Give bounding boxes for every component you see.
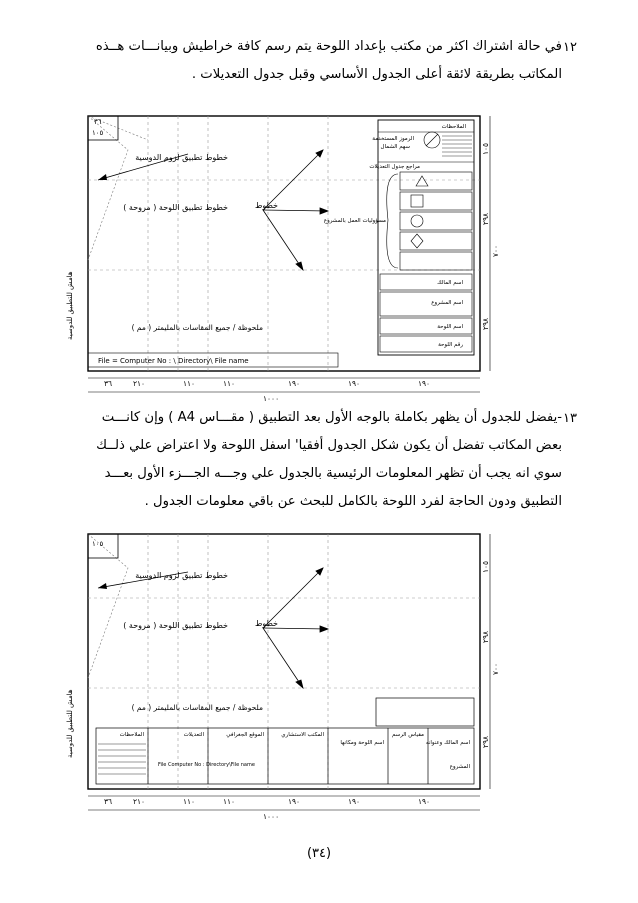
para13-line1: -يفضل للجدول أن يظهر بكاملة بالوجه الأول بعد التطبيق ( مقـــاس A4 ) وإن كانـــت bbox=[101, 410, 562, 425]
fig1-table-number: رقم اللوحة bbox=[438, 342, 463, 348]
fig1-bottom-dim-2: ٢١٠ bbox=[133, 379, 146, 388]
fig1-bottom-dim-3: ١١٠ bbox=[183, 379, 196, 388]
fig2-right-dim-total: ٧٠٠ bbox=[491, 662, 500, 675]
fig2-fan-label: خطوط تطبيق اللوحة ( مروحة ) bbox=[123, 621, 228, 630]
fig2-cell-consultant: المكتب الاستشاري bbox=[281, 732, 324, 738]
para13-line3: سوي انه يجب أن تظهر المعلومات الرئيسية بالجدول علي وجـــه الجـــزء الأول بعـــد bbox=[104, 466, 562, 481]
fig1-dim-note: ملحوظة / جميع المقاسات بالمليمتر ( مم ) bbox=[131, 323, 263, 332]
fig1-table-owner: اسم المالك bbox=[437, 280, 463, 286]
fig2-dim-note: ملحوظة / جميع المقاسات بالمليمتر ( مم ) bbox=[131, 703, 263, 712]
fig1-margin-label: هامش للتطبيق للدوسية bbox=[66, 271, 74, 340]
fig1-bottom-dim-7: ١٩٠ bbox=[418, 379, 431, 388]
fig2-margin-label: هامش للتطبيق للدوسية bbox=[66, 689, 74, 758]
para12-line2: المكاتب بطريقة لائقة أعلى الجدول الأساسي وقبل جدول التعديلات . bbox=[191, 67, 562, 82]
fig2-right-dim-bottom: ٢٩٨ bbox=[481, 735, 490, 748]
para13-number: ١٣ bbox=[563, 411, 577, 426]
fig2-right-dim-mid: ٢٩٨ bbox=[481, 630, 490, 643]
fig2-file-label: File Computer No : Directory\File name bbox=[158, 762, 255, 768]
fig1-total-width: ١٠٠٠ bbox=[263, 394, 280, 402]
fig1-bottom-dim-4: ١١٠ bbox=[223, 379, 236, 388]
fig1-fan-label-2: خطوط bbox=[254, 201, 278, 210]
fig1-right-dim-bottom: ٢٩٨ bbox=[481, 317, 490, 330]
fig1-right-dim-mid: ٢٩٨ bbox=[481, 212, 490, 225]
fig1-dim-105-top: ١٠٥ bbox=[92, 129, 104, 137]
fig1-table-signs: مسؤوليات العمل بالمشروع bbox=[323, 218, 386, 224]
fig2-bottom-dim-4: ١١٠ bbox=[223, 797, 236, 806]
fig1-dim-36: ٣٦ bbox=[94, 118, 102, 126]
fig2-cell-signs: الموقع الجغرافي bbox=[226, 732, 264, 738]
fig1-file-label: File = Computer No : \ Directory\ File name bbox=[98, 357, 249, 365]
fig1-bottom-dim-6: ١٩٠ bbox=[348, 379, 361, 388]
fig2-cell-drawing: اسم اللوحة ومكانها bbox=[340, 740, 384, 746]
para12-line1: في حالة اشتراك اكثر من مكتب بإعداد اللوحة يتم رسم كافة خراطيش وبيانـــات هــذه bbox=[95, 39, 562, 54]
fig2-bottom-dim-1: ٣٦ bbox=[104, 797, 113, 806]
fig2-cell-project: المشروع bbox=[449, 764, 470, 770]
fig1-fan-label: خطوط تطبيق اللوحة ( مروحة ) bbox=[123, 203, 228, 212]
fig1-table-codes: الرموز المستخدمة bbox=[372, 136, 414, 142]
page-number: (٣٤) bbox=[306, 846, 332, 861]
fig2-right-dim-top: ١٠٥ bbox=[481, 560, 490, 573]
fig1-bottom-dim-1: ٣٦ bbox=[104, 379, 113, 388]
para12-number: ١٢ bbox=[563, 40, 577, 55]
fig2-fan-label-2: خطوط bbox=[254, 619, 278, 628]
fig1-table-drawing: اسم اللوحة bbox=[437, 324, 463, 330]
fig1-right-dim-total: ٧٠٠ bbox=[491, 244, 500, 257]
drawing-layout-figure-2 bbox=[58, 528, 502, 820]
fig2-cell-revisions: التعديلات bbox=[183, 732, 204, 738]
fig1-table-project: اسم المشروع bbox=[431, 300, 463, 306]
drawing-layout-figure-1 bbox=[58, 110, 502, 402]
fig2-bottom-dim-2: ٢١٠ bbox=[133, 797, 146, 806]
para13-line2: بعض المكاتب تفضل أن يكون شكل الجدول أفقيا' اسفل اللوحة ولا اعتراض علي ذلــك bbox=[96, 438, 562, 453]
fig2-total-width: ١٠٠٠ bbox=[263, 812, 280, 820]
fig1-fold-label: خطوط تطبيق لزوم الدوسية bbox=[135, 153, 228, 162]
fig2-cell-scale: مقياس الرسم bbox=[391, 732, 424, 738]
para13-line4: التطبيق ودون الحاجة لفرد اللوحة بالكامل للبحث عن باقي معلومات الجدول . bbox=[144, 494, 562, 509]
fig2-cell-owner: اسم المالك وعنوانه bbox=[425, 740, 470, 746]
fig1-bottom-dim-5: ١٩٠ bbox=[288, 379, 301, 388]
para12 bbox=[62, 33, 562, 89]
fig1-right-dim-top: ١٠٥ bbox=[481, 142, 490, 155]
fig2-bottom-dim-6: ١٩٠ bbox=[348, 797, 361, 806]
fig2-bottom-dim-3: ١١٠ bbox=[183, 797, 196, 806]
fig2-dim-105-top: ١٠٥ bbox=[92, 540, 104, 548]
para13 bbox=[62, 404, 562, 516]
fig2-fold-label: خطوط تطبيق لزوم الدوسية bbox=[135, 571, 228, 580]
fig2-cell-notes: الملاحظات bbox=[119, 732, 144, 738]
fig2-bottom-dim-5: ١٩٠ bbox=[288, 797, 301, 806]
fig1-table-north: سهم الشمال bbox=[380, 144, 410, 150]
fig1-table-title: الملاحظات bbox=[441, 124, 466, 130]
fig1-table-revisions: مراجع جدول التعديلات bbox=[369, 164, 420, 170]
fig2-bottom-dim-7: ١٩٠ bbox=[418, 797, 431, 806]
